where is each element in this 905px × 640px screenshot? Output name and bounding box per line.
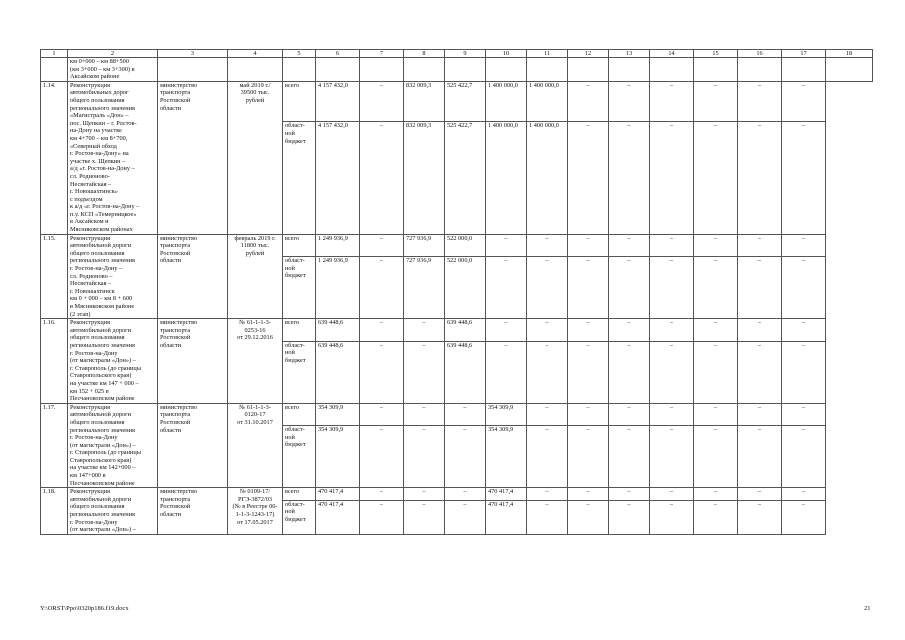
funding-source-cell: област- ной бюджет (283, 426, 316, 488)
amount-cell: – (360, 426, 404, 488)
amount-cell: – (568, 426, 609, 488)
column-number-header: 4 (228, 50, 283, 58)
amount-cell: – (738, 500, 782, 534)
amount-cell: 470 417,4 (316, 488, 360, 500)
amount-cell: – (609, 234, 650, 256)
project-name-cell: Реконструкция автомобильной дороги общего пользования регионального значения г. Ростов-на-Дону (от магистрали «Дон») – (68, 488, 158, 535)
funding-source-cell: всего (283, 234, 316, 256)
page-number: 21 (864, 605, 871, 612)
amount-cell: – (609, 81, 650, 122)
column-number-header: 13 (609, 50, 650, 58)
amount-cell: – (782, 257, 826, 319)
amount-cell: – (445, 426, 486, 488)
amount-cell: 522 000,0 (445, 257, 486, 319)
amount-cell: – (404, 426, 445, 488)
amount-cell: 727 936,9 (404, 257, 445, 319)
amount-cell: – (609, 257, 650, 319)
funding-source-cell: област- ной бюджет (283, 500, 316, 534)
amount-cell: – (694, 234, 738, 256)
funding-source-cell: всего (283, 319, 316, 341)
amount-cell: – (650, 319, 694, 341)
project-number-cell: 1.18. (41, 488, 68, 535)
document-sheet (40, 49, 872, 535)
column-number-header: 6 (316, 50, 360, 58)
project-name-cell: Реконструкция автомобильных дорог общего пользования регионального значения «Магистраль «Дон» – пос. Щепкин – г. Ростов- на-Дону на участке км 4+700 – км 8+700, «Северный обход г. Ростов-на-Дону» на участке х. Щепкин – а/д «г. Ростов-на-Дону – сл. Родионово- Несветайская – г. Новошахтинск» с подъездом к а/д «г. Ростов-на-Дону – п.у. КСП «Темерницкое» в Аксайском и Мясниковском районах (68, 81, 158, 234)
amount-cell: – (568, 341, 609, 403)
amount-cell: – (609, 341, 650, 403)
amount-cell: – (568, 81, 609, 122)
design-doc-cell: № 0109-17/ РГЭ-3872/03 (№ в Реестре 00- 1-1-3-1243-17) от 17.05.2017 (228, 488, 283, 535)
amount-cell: – (738, 426, 782, 488)
column-number-header: 9 (445, 50, 486, 58)
amount-cell: – (782, 341, 826, 403)
amount-cell: – (609, 319, 650, 341)
amount-cell: 354 309,9 (316, 403, 360, 425)
amount-cell: – (782, 122, 826, 234)
column-number-header: 12 (568, 50, 609, 58)
amount-cell: – (782, 426, 826, 488)
funding-source-cell: област- ной бюджет (283, 341, 316, 403)
design-doc-cell: № 61-1-1-3- 0253-16 от 29.12.2016 (228, 319, 283, 404)
amount-cell: 1 400 000,0 (527, 122, 568, 234)
project-number-cell: 1.17. (41, 403, 68, 488)
amount-cell: 1 400 000,0 (527, 81, 568, 122)
amount-cell: – (445, 488, 486, 500)
design-doc-cell: февраль 2019 г. 11800 тыс. рублей (228, 234, 283, 319)
amount-cell: – (738, 81, 782, 122)
amount-cell: – (486, 341, 527, 403)
project-number-cell: 1.15. (41, 234, 68, 319)
project-name-cell: Реконструкция автомобильной дороги общего пользования регионального значения г. Ростов-на-Дону – сл. Родионово – Несветайская – г. Новошахтинск км 0 + 000 – км 8 + 600 в Мясниковском районе (2 этап) (68, 234, 158, 319)
column-number-header: 14 (650, 50, 694, 58)
amount-cell: – (360, 257, 404, 319)
amount-cell: – (527, 257, 568, 319)
column-number-header: 15 (694, 50, 738, 58)
amount-cell: 1 249 936,9 (316, 234, 360, 256)
amount-cell: – (568, 500, 609, 534)
column-number-header: 8 (404, 50, 445, 58)
responsible-org-cell: министерство транспорта Ростовской области (158, 403, 228, 488)
column-number-header: 18 (826, 50, 873, 58)
responsible-org-cell: министерство транспорта Ростовской области (158, 319, 228, 404)
amount-cell: – (527, 403, 568, 425)
amount-cell: – (650, 488, 694, 500)
amount-cell: – (782, 319, 826, 341)
amount-cell: – (694, 426, 738, 488)
column-number-header: 17 (782, 50, 826, 58)
amount-cell: – (527, 341, 568, 403)
project-number-cell: 1.16. (41, 319, 68, 404)
amount-cell: 1 400 000,0 (486, 122, 527, 234)
amount-cell: – (486, 234, 527, 256)
column-number-header: 11 (527, 50, 568, 58)
amount-cell: – (404, 403, 445, 425)
amount-cell: – (694, 488, 738, 500)
amount-cell: – (694, 257, 738, 319)
amount-cell: 1 400 000,0 (486, 81, 527, 122)
amount-cell: 639 448,6 (316, 341, 360, 403)
amount-cell: – (360, 319, 404, 341)
amount-cell: – (445, 500, 486, 534)
design-doc-cell: май 2019 г./ 39500 тыс. рублей (228, 81, 283, 234)
amount-cell: – (360, 81, 404, 122)
file-path: Y:\ORST\Ppo\0320p186.f19.docx (40, 605, 129, 612)
amount-cell: 354 309,9 (316, 426, 360, 488)
amount-cell: – (609, 488, 650, 500)
project-row-total (41, 81, 873, 122)
amount-cell: – (738, 234, 782, 256)
amount-cell: – (694, 319, 738, 341)
amount-cell: – (738, 122, 782, 234)
carry-over-row (41, 58, 873, 82)
amount-cell: – (782, 403, 826, 425)
table-body (41, 58, 873, 535)
amount-cell: – (445, 403, 486, 425)
amount-cell: 470 417,4 (486, 488, 527, 500)
amount-cell: – (650, 500, 694, 534)
amount-cell: – (568, 257, 609, 319)
amount-cell: – (360, 500, 404, 534)
amount-cell: 639 448,6 (316, 319, 360, 341)
amount-cell: 354 309,9 (486, 403, 527, 425)
column-number-header: 5 (283, 50, 316, 58)
amount-cell: – (782, 488, 826, 500)
amount-cell: – (609, 500, 650, 534)
amount-cell: – (527, 319, 568, 341)
amount-cell: – (738, 319, 782, 341)
funding-source-cell: всего (283, 81, 316, 122)
amount-cell: – (404, 488, 445, 500)
amount-cell: – (694, 341, 738, 403)
amount-cell: – (360, 488, 404, 500)
amount-cell: 727 936,9 (404, 234, 445, 256)
amount-cell: – (360, 122, 404, 234)
amount-cell: 470 417,4 (486, 500, 527, 534)
design-doc-cell: № 61-1-1-3- 0120-17 от 31.10.2017 (228, 403, 283, 488)
amount-cell: – (738, 488, 782, 500)
amount-cell: – (486, 319, 527, 341)
project-name-cell: Реконструкция автомобильной дороги общего пользования регионального значения г. Ростов-на-Дону (от магистрали «Дон») – г. Ставрополь (до границы Ставропольского края) на участке км 147 + 000 – км 152 + 025 в Песчанокопском районе (68, 319, 158, 404)
amount-cell: – (609, 426, 650, 488)
carry-num-cell (41, 58, 68, 82)
amount-cell: – (650, 341, 694, 403)
amount-cell: – (782, 500, 826, 534)
amount-cell: – (568, 319, 609, 341)
amount-cell: – (527, 426, 568, 488)
amount-cell: 470 417,4 (316, 500, 360, 534)
project-row-total (41, 234, 873, 256)
column-number-header: 16 (738, 50, 782, 58)
column-number-header: 3 (158, 50, 228, 58)
amount-cell: – (404, 319, 445, 341)
funding-source-cell: всего (283, 488, 316, 500)
amount-cell: 354 309,9 (486, 426, 527, 488)
amount-cell: – (360, 341, 404, 403)
column-number-header: 10 (486, 50, 527, 58)
amount-cell: 639 448,6 (445, 341, 486, 403)
amount-cell: – (738, 257, 782, 319)
amount-cell: 525 422,7 (445, 122, 486, 234)
amount-cell: – (694, 500, 738, 534)
amount-cell: – (568, 488, 609, 500)
amount-cell: 832 009,3 (404, 81, 445, 122)
amount-cell: – (694, 403, 738, 425)
amount-cell: – (568, 122, 609, 234)
amount-cell: – (527, 500, 568, 534)
funding-source-cell: всего (283, 403, 316, 425)
amount-cell: – (568, 234, 609, 256)
amount-cell: 522 000,0 (445, 234, 486, 256)
responsible-org-cell: министерство транспорта Ростовской области (158, 81, 228, 234)
column-number-header: 2 (68, 50, 158, 58)
project-row-total (41, 403, 873, 425)
amount-cell: – (360, 403, 404, 425)
responsible-org-cell: министерство транспорта Ростовской области (158, 488, 228, 535)
amount-cell: – (568, 403, 609, 425)
amount-cell: – (360, 234, 404, 256)
column-number-header: 1 (41, 50, 68, 58)
amount-cell: – (694, 122, 738, 234)
amount-cell: – (738, 341, 782, 403)
amount-cell: – (650, 257, 694, 319)
column-number-row (41, 50, 873, 58)
funding-source-cell: област- ной бюджет (283, 122, 316, 234)
amount-cell: – (486, 257, 527, 319)
amount-cell: – (694, 81, 738, 122)
amount-cell: – (404, 500, 445, 534)
amount-cell: – (650, 403, 694, 425)
amount-cell: – (404, 341, 445, 403)
amount-cell: 832 009,3 (404, 122, 445, 234)
amount-cell: – (609, 122, 650, 234)
column-number-header: 7 (360, 50, 404, 58)
amount-cell: – (650, 81, 694, 122)
amount-cell: – (782, 81, 826, 122)
amount-cell: – (782, 234, 826, 256)
amount-cell: – (650, 234, 694, 256)
amount-cell: – (609, 403, 650, 425)
project-row-total (41, 488, 873, 500)
amount-cell: – (650, 122, 694, 234)
amount-cell: – (738, 403, 782, 425)
amount-cell: 639 448,6 (445, 319, 486, 341)
amount-cell: 4 157 432,0 (316, 81, 360, 122)
program-table (40, 49, 873, 535)
project-row-total (41, 319, 873, 341)
project-name-cell: Реконструкция автомобильной дороги общего пользования регионального значения г. Ростов-на-Дону (от магистрали «Дон») – г. Ставрополь (до границы Ставропольского края) на участке км 142+000 – км 147+000 в Песчанокопском районе (68, 403, 158, 488)
amount-cell: – (527, 488, 568, 500)
amount-cell: 1 249 936,9 (316, 257, 360, 319)
responsible-org-cell: министерство транспорта Ростовской области (158, 234, 228, 319)
amount-cell: 525 422,7 (445, 81, 486, 122)
funding-source-cell: област- ной бюджет (283, 257, 316, 319)
amount-cell: – (650, 426, 694, 488)
carry-name-cell: км 0+000 – км 88+500 (км 3+000 – км 3+300) в Аксайском районе (68, 58, 158, 82)
amount-cell: – (527, 234, 568, 256)
project-number-cell: 1.14. (41, 81, 68, 234)
amount-cell: 4 157 432,0 (316, 122, 360, 234)
